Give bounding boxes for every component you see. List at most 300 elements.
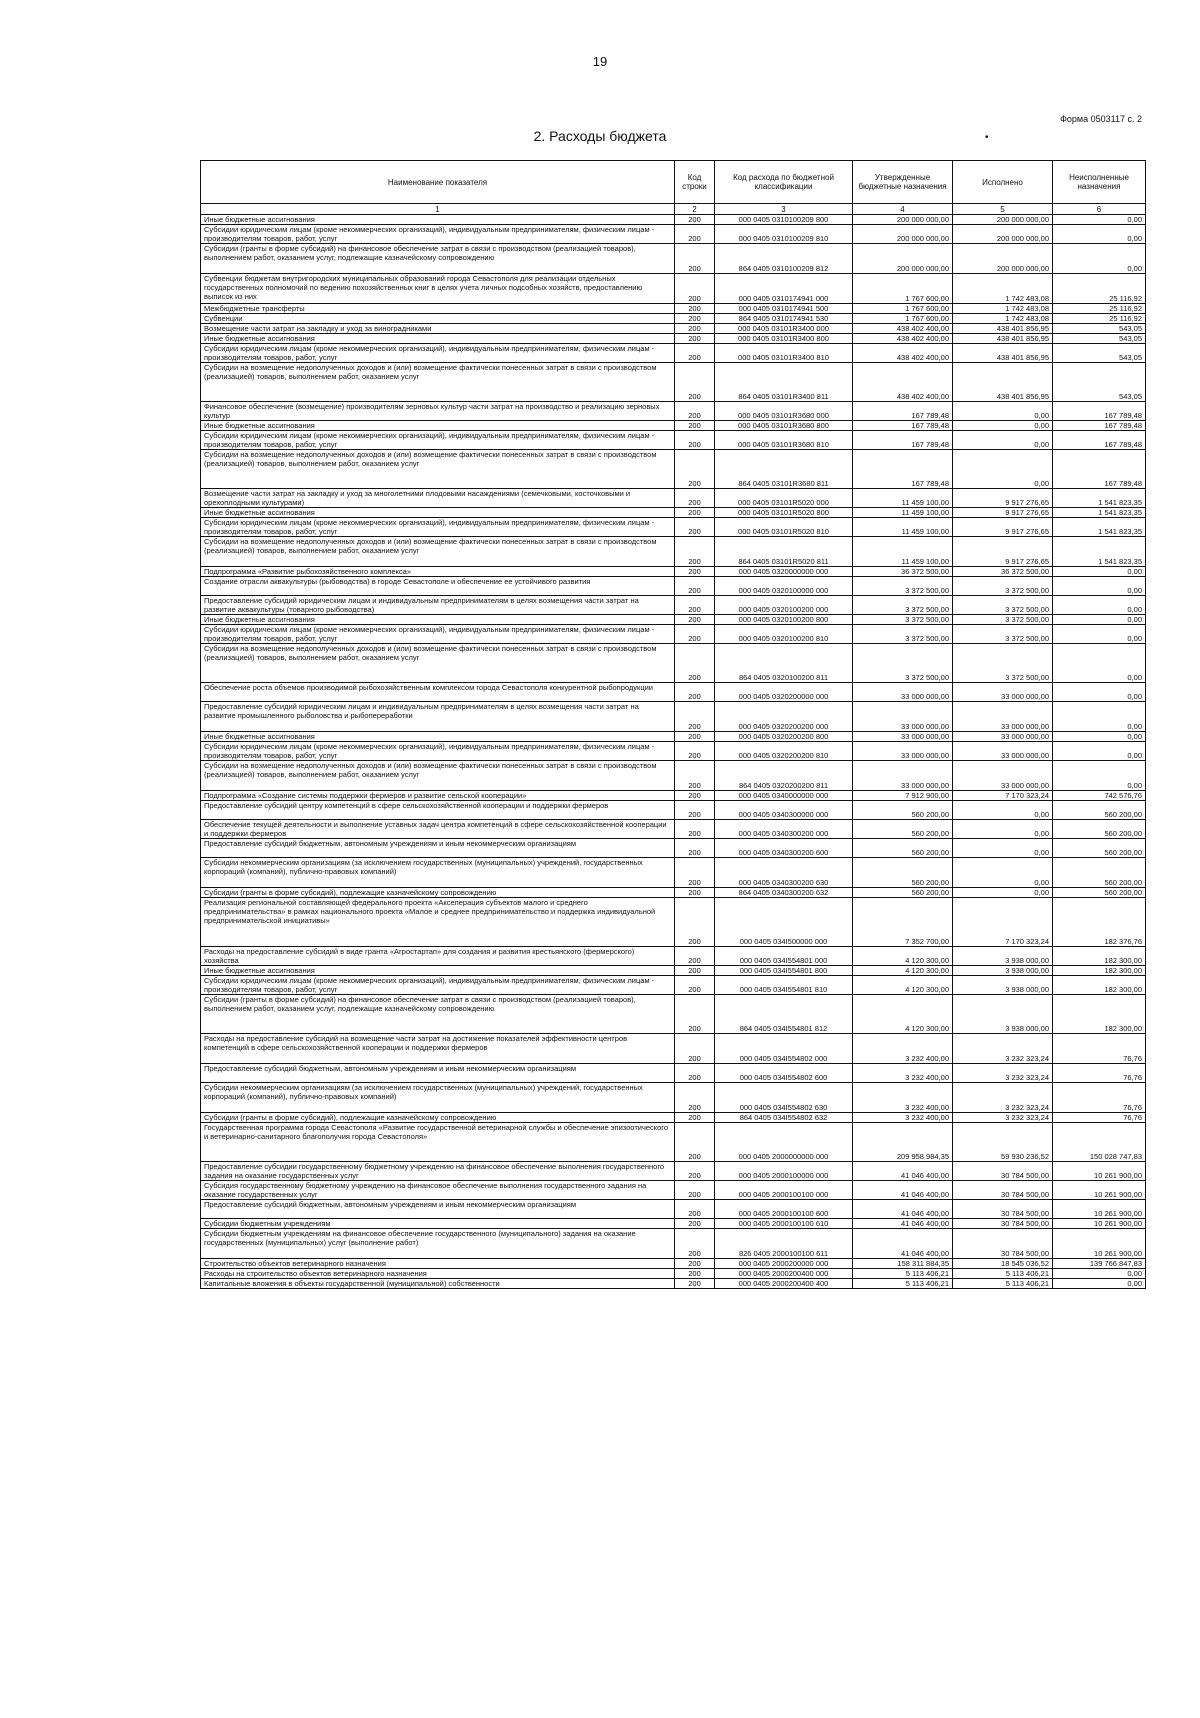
row-line-code: 200 — [675, 761, 715, 791]
row-name: Государственная программа города Севастополя «Развитие государственной ветеринарной службы и обеспечение эпизоотического и ветеринарно-санитарного благополучия города Севастополя» — [201, 1123, 675, 1162]
stray-mark: • — [985, 132, 989, 143]
row-line-code: 200 — [675, 489, 715, 508]
row-budget-code: 000 0405 0320100000 000 — [715, 577, 853, 596]
row-remaining: 25 116,92 — [1053, 274, 1146, 304]
row-remaining: 10 261 900,00 — [1053, 1162, 1146, 1181]
row-approved: 560 200,00 — [853, 801, 953, 820]
row-approved: 3 372 500,00 — [853, 596, 953, 615]
row-name: Субсидии юридическим лицам (кроме некоммерческих организаций), индивидуальным предпринимателям, физическим лицам - производителям товаров, работ, услуг — [201, 344, 675, 363]
row-executed: 200 000 000,00 — [953, 215, 1053, 225]
row-line-code: 200 — [675, 820, 715, 839]
row-name: Предоставление субсидий юридическим лицам и индивидуальным предпринимателям в целях возмещения части затрат на развитие аквакультуры (товарного рыбоводства) — [201, 596, 675, 615]
row-remaining: 560 200,00 — [1053, 839, 1146, 858]
row-remaining: 1 541 823,35 — [1053, 508, 1146, 518]
row-name: Субсидии на возмещение недополученных доходов и (или) возмещение фактически понесенных затрат в связи с производством (реализацией) товаров, выполнением работ, оказанием услуг — [201, 644, 675, 683]
row-name: Субсидии на возмещение недополученных доходов и (или) возмещение фактически понесенных затрат в связи с производством (реализацией) товаров, выполнением работ, оказанием услуг — [201, 450, 675, 489]
row-line-code: 200 — [675, 791, 715, 801]
table-row — [201, 732, 1146, 742]
row-name: Иные бюджетные ассигнования — [201, 508, 675, 518]
row-line-code: 200 — [675, 702, 715, 732]
table-row — [201, 344, 1146, 363]
row-budget-code: 000 0405 0340300200 600 — [715, 839, 853, 858]
table-row — [201, 304, 1146, 314]
column-number: 1 — [201, 204, 675, 215]
row-executed: 30 784 500,00 — [953, 1162, 1053, 1181]
table-row — [201, 274, 1146, 304]
row-name: Субсидии (гранты в форме субсидий), подлежащие казначейскому сопровождению — [201, 888, 675, 898]
row-budget-code: 864 0405 03101R5020 811 — [715, 537, 853, 567]
row-executed: 9 917 276,65 — [953, 489, 1053, 508]
row-executed: 1 742 483,08 — [953, 304, 1053, 314]
row-line-code: 200 — [675, 508, 715, 518]
row-budget-code: 000 0405 034I554801 810 — [715, 976, 853, 995]
row-name: Субсидии юридическим лицам (кроме некоммерческих организаций), индивидуальным предпринимателям, физическим лицам - производителям товаров, работ, услуг — [201, 976, 675, 995]
row-remaining: 543,05 — [1053, 324, 1146, 334]
row-remaining: 560 200,00 — [1053, 858, 1146, 888]
row-remaining: 10 261 900,00 — [1053, 1219, 1146, 1229]
row-approved: 200 000 000,00 — [853, 225, 953, 244]
row-line-code: 200 — [675, 518, 715, 537]
row-budget-code: 000 0405 2000100000 000 — [715, 1162, 853, 1181]
table-row — [201, 1034, 1146, 1064]
column-number: 5 — [953, 204, 1053, 215]
row-remaining: 1 541 823,35 — [1053, 537, 1146, 567]
table-row — [201, 702, 1146, 732]
row-approved: 33 000 000,00 — [853, 742, 953, 761]
row-line-code: 200 — [675, 596, 715, 615]
row-approved: 33 000 000,00 — [853, 761, 953, 791]
table-row — [201, 1219, 1146, 1229]
row-executed: 3 232 323,24 — [953, 1064, 1053, 1083]
row-budget-code: 000 0405 0310174941 500 — [715, 304, 853, 314]
row-line-code: 200 — [675, 577, 715, 596]
row-name: Иные бюджетные ассигнования — [201, 615, 675, 625]
row-line-code: 200 — [675, 947, 715, 966]
row-budget-code: 864 0405 0310100209 812 — [715, 244, 853, 274]
table-row — [201, 1064, 1146, 1083]
row-name: Обеспечение текущей деятельности и выполнение уставных задач центра компетенций в сфере сельскохозяйственной кооперации и поддержки фермеров — [201, 820, 675, 839]
row-name: Иные бюджетные ассигнования — [201, 334, 675, 344]
row-approved: 1 767 600,00 — [853, 274, 953, 304]
row-approved: 167 789,48 — [853, 450, 953, 489]
row-remaining: 0,00 — [1053, 625, 1146, 644]
row-line-code: 200 — [675, 742, 715, 761]
row-line-code: 200 — [675, 1181, 715, 1200]
row-remaining: 25 116,92 — [1053, 304, 1146, 314]
row-name: Расходы на строительство объектов ветеринарного назначения — [201, 1269, 675, 1279]
row-line-code: 200 — [675, 314, 715, 324]
row-approved: 4 120 300,00 — [853, 966, 953, 976]
column-number: 2 — [675, 204, 715, 215]
row-name: Предоставление субсидий бюджетным, автономным учреждениям и иным некоммерческим организациям — [201, 1064, 675, 1083]
row-approved: 41 046 400,00 — [853, 1200, 953, 1219]
row-budget-code: 000 0405 034I554802 000 — [715, 1034, 853, 1064]
row-executed: 3 938 000,00 — [953, 976, 1053, 995]
row-remaining: 0,00 — [1053, 742, 1146, 761]
table-row — [201, 1200, 1146, 1219]
table-row — [201, 791, 1146, 801]
row-remaining: 1 541 823,35 — [1053, 489, 1146, 508]
row-line-code: 200 — [675, 274, 715, 304]
row-approved: 11 459 100,00 — [853, 489, 953, 508]
row-approved: 5 113 406,21 — [853, 1269, 953, 1279]
table-body — [201, 215, 1146, 1289]
row-name: Субвенции бюджетам внутригородских муниципальных образований города Севастополя для реализации отдельных государственных полномочий по ведению похозяйственных книг в целях учета личных подсобных хозяйств, предоставлению выписок из них — [201, 274, 675, 304]
row-name: Предоставление субсидий бюджетным, автономным учреждениям и иным некоммерческим организациям — [201, 1200, 675, 1219]
row-line-code: 200 — [675, 683, 715, 702]
table-header-row — [201, 161, 1146, 204]
row-line-code: 200 — [675, 215, 715, 225]
row-budget-code: 000 0405 0340000000 000 — [715, 791, 853, 801]
row-line-code: 200 — [675, 858, 715, 888]
row-name: Предоставление субсидии государственному бюджетному учреждению на финансовое обеспечение выполнения государственного задания на оказание государственных услуг — [201, 1162, 675, 1181]
row-approved: 36 372 500,00 — [853, 567, 953, 577]
row-budget-code: 000 0405 034I554802 600 — [715, 1064, 853, 1083]
row-budget-code: 864 0405 034I554801 812 — [715, 995, 853, 1034]
row-remaining: 76,76 — [1053, 1083, 1146, 1113]
row-budget-code: 864 0405 0340300200 632 — [715, 888, 853, 898]
row-name: Предоставление субсидий юридическим лицам и индивидуальным предпринимателям в целях возмещения части затрат на развитие промышленного рыболовства и рыбопереработки — [201, 702, 675, 732]
row-executed: 3 372 500,00 — [953, 615, 1053, 625]
row-remaining: 25 116,92 — [1053, 314, 1146, 324]
row-executed: 0,00 — [953, 801, 1053, 820]
row-executed: 200 000 000,00 — [953, 225, 1053, 244]
row-executed: 3 372 500,00 — [953, 577, 1053, 596]
row-executed: 36 372 500,00 — [953, 567, 1053, 577]
row-remaining: 10 261 900,00 — [1053, 1200, 1146, 1219]
row-budget-code: 000 0405 03101R5020 000 — [715, 489, 853, 508]
row-name: Субсидии юридическим лицам (кроме некоммерческих организаций), индивидуальным предпринимателям, физическим лицам - производителям товаров, работ, услуг — [201, 742, 675, 761]
row-remaining: 76,76 — [1053, 1064, 1146, 1083]
row-name: Подпрограмма «Создание системы поддержки фермеров и развитие сельской кооперации» — [201, 791, 675, 801]
row-approved: 167 789,48 — [853, 402, 953, 421]
row-remaining: 0,00 — [1053, 567, 1146, 577]
row-approved: 33 000 000,00 — [853, 702, 953, 732]
row-budget-code: 864 0405 0320200200 811 — [715, 761, 853, 791]
row-executed: 0,00 — [953, 431, 1053, 450]
row-approved: 7 352 700,00 — [853, 898, 953, 947]
row-approved: 5 113 406,21 — [853, 1279, 953, 1289]
row-line-code: 200 — [675, 995, 715, 1034]
row-approved: 438 402 400,00 — [853, 363, 953, 402]
table-row — [201, 683, 1146, 702]
row-budget-code: 000 0405 0320000000 000 — [715, 567, 853, 577]
row-approved: 200 000 000,00 — [853, 244, 953, 274]
row-line-code: 200 — [675, 324, 715, 334]
row-name: Иные бюджетные ассигнования — [201, 215, 675, 225]
row-budget-code: 000 0405 0310174941 000 — [715, 274, 853, 304]
column-number: 3 — [715, 204, 853, 215]
row-executed: 3 938 000,00 — [953, 995, 1053, 1034]
table-row — [201, 947, 1146, 966]
row-executed: 59 930 236,52 — [953, 1123, 1053, 1162]
row-budget-code: 000 0405 2000200400 000 — [715, 1269, 853, 1279]
row-name: Обеспечение роста объемов производимой рыбохозяйственным комплексом города Севастополя конкурентной рыбопродукции — [201, 683, 675, 702]
table-row — [201, 1162, 1146, 1181]
table-row — [201, 324, 1146, 334]
table-row — [201, 363, 1146, 402]
row-name: Финансовое обеспечение (возмещение) производителям зерновых культур части затрат на производство и реализацию зерновых культур — [201, 402, 675, 421]
row-name: Субсидии юридическим лицам (кроме некоммерческих организаций), индивидуальным предпринимателям, физическим лицам - производителям товаров, работ, услуг — [201, 431, 675, 450]
row-executed: 7 170 323,24 — [953, 898, 1053, 947]
row-approved: 33 000 000,00 — [853, 683, 953, 702]
row-budget-code: 000 0405 0320100200 000 — [715, 596, 853, 615]
row-budget-code: 826 0405 2000100100 611 — [715, 1229, 853, 1259]
row-executed: 438 401 856,95 — [953, 334, 1053, 344]
row-line-code: 200 — [675, 1269, 715, 1279]
row-executed: 33 000 000,00 — [953, 702, 1053, 732]
row-approved: 560 200,00 — [853, 820, 953, 839]
row-line-code: 200 — [675, 615, 715, 625]
row-budget-code: 000 0405 03101R3400 800 — [715, 334, 853, 344]
row-budget-code: 000 0405 2000000000 000 — [715, 1123, 853, 1162]
row-executed: 5 113 406,21 — [953, 1279, 1053, 1289]
row-line-code: 200 — [675, 1229, 715, 1259]
row-budget-code: 000 0405 0320200000 000 — [715, 683, 853, 702]
row-name: Субсидии бюджетным учреждениям — [201, 1219, 675, 1229]
row-line-code: 200 — [675, 344, 715, 363]
row-line-code: 200 — [675, 1259, 715, 1269]
row-name: Реализация региональной составляющей федерального проекта «Акселерация субъектов малого и среднего предпринимательства» в рамках национального проекта «Малое и среднее предпринимательство и поддержка индивидуальной предпринимательской инициативы» — [201, 898, 675, 947]
table-row — [201, 898, 1146, 947]
row-name: Возмещение части затрат на закладку и уход за многолетними плодовыми насаждениями (семечковыми, косточковыми и орехоплодными культурами) — [201, 489, 675, 508]
table-row — [201, 1113, 1146, 1123]
row-budget-code: 000 0405 2000100100 600 — [715, 1200, 853, 1219]
row-line-code: 200 — [675, 1279, 715, 1289]
row-remaining: 182 300,00 — [1053, 947, 1146, 966]
row-remaining: 0,00 — [1053, 683, 1146, 702]
row-executed: 1 742 483,08 — [953, 274, 1053, 304]
row-approved: 33 000 000,00 — [853, 732, 953, 742]
row-budget-code: 000 0405 0320100200 810 — [715, 625, 853, 644]
row-name: Создание отрасли аквакультуры (рыбоводства) в городе Севастополе и обеспечение ее устойчивого развития — [201, 577, 675, 596]
row-line-code: 200 — [675, 450, 715, 489]
row-approved: 11 459 100,00 — [853, 508, 953, 518]
row-executed: 7 170 323,24 — [953, 791, 1053, 801]
row-approved: 3 372 500,00 — [853, 615, 953, 625]
row-remaining: 0,00 — [1053, 644, 1146, 683]
table-row — [201, 508, 1146, 518]
table-row — [201, 625, 1146, 644]
row-budget-code: 000 0405 0320200200 800 — [715, 732, 853, 742]
table-row — [201, 839, 1146, 858]
row-executed: 3 372 500,00 — [953, 625, 1053, 644]
row-approved: 11 459 100,00 — [853, 518, 953, 537]
row-budget-code: 864 0405 03101R3400 811 — [715, 363, 853, 402]
row-remaining: 560 200,00 — [1053, 888, 1146, 898]
row-remaining: 0,00 — [1053, 732, 1146, 742]
row-line-code: 200 — [675, 801, 715, 820]
row-name: Субсидии (гранты в форме субсидий) на финансовое обеспечение затрат в связи с производством (реализацией товаров), выполнением работ, оказанием услуг, подлежащие казначейскому сопровождению — [201, 244, 675, 274]
form-code: Форма 0503117 с. 2 — [1060, 114, 1142, 124]
row-remaining: 0,00 — [1053, 577, 1146, 596]
row-name: Межбюджетные трансферты — [201, 304, 675, 314]
row-approved: 41 046 400,00 — [853, 1162, 953, 1181]
row-budget-code: 000 0405 03101R5020 810 — [715, 518, 853, 537]
row-budget-code: 000 0405 0320200200 810 — [715, 742, 853, 761]
row-executed: 3 938 000,00 — [953, 947, 1053, 966]
row-executed: 3 938 000,00 — [953, 966, 1053, 976]
row-remaining: 182 300,00 — [1053, 966, 1146, 976]
row-executed: 3 232 323,24 — [953, 1034, 1053, 1064]
row-executed: 0,00 — [953, 421, 1053, 431]
row-remaining: 0,00 — [1053, 702, 1146, 732]
table-row — [201, 820, 1146, 839]
row-remaining: 167 789,48 — [1053, 402, 1146, 421]
row-executed: 0,00 — [953, 402, 1053, 421]
table-row — [201, 761, 1146, 791]
row-budget-code: 000 0405 03101R3680 810 — [715, 431, 853, 450]
row-name: Субсидии (гранты в форме субсидий) на финансовое обеспечение затрат в связи с производством (реализацией товаров), выполнением работ, оказанием услуг, подлежащие казначейскому сопровождению — [201, 995, 675, 1034]
row-line-code: 200 — [675, 421, 715, 431]
row-budget-code: 000 0405 0310100209 800 — [715, 215, 853, 225]
row-approved: 560 200,00 — [853, 839, 953, 858]
row-remaining: 0,00 — [1053, 596, 1146, 615]
row-budget-code: 000 0405 0340300000 000 — [715, 801, 853, 820]
table-row — [201, 644, 1146, 683]
row-remaining: 0,00 — [1053, 761, 1146, 791]
table-row — [201, 1123, 1146, 1162]
row-approved: 7 912 900,00 — [853, 791, 953, 801]
row-name: Субсидии юридическим лицам (кроме некоммерческих организаций), индивидуальным предпринимателям, физическим лицам - производителям товаров, работ, услуг — [201, 625, 675, 644]
table-row — [201, 1259, 1146, 1269]
row-line-code: 200 — [675, 402, 715, 421]
row-executed: 1 742 483,08 — [953, 314, 1053, 324]
row-executed: 438 401 856,95 — [953, 344, 1053, 363]
row-name: Капитальные вложения в объекты государственной (муниципальной) собственности — [201, 1279, 675, 1289]
header-approved: Утвержденные бюджетные назначения — [853, 161, 953, 204]
row-executed: 438 401 856,95 — [953, 363, 1053, 402]
header-name: Наименование показателя — [201, 161, 675, 204]
row-name: Предоставление субсидий бюджетным, автономным учреждениям и иным некоммерческим организациям — [201, 839, 675, 858]
row-approved: 438 402 400,00 — [853, 334, 953, 344]
row-approved: 3 232 400,00 — [853, 1083, 953, 1113]
row-name: Субсидии на возмещение недополученных доходов и (или) возмещение фактически понесенных затрат в связи с производством (реализацией) товаров, выполнением работ, оказанием услуг — [201, 363, 675, 402]
row-remaining: 0,00 — [1053, 215, 1146, 225]
row-name: Иные бюджетные ассигнования — [201, 421, 675, 431]
header-line-code: Код строки — [675, 161, 715, 204]
row-remaining: 139 766 847,83 — [1053, 1259, 1146, 1269]
row-approved: 3 372 500,00 — [853, 577, 953, 596]
row-approved: 167 789,48 — [853, 431, 953, 450]
row-line-code: 200 — [675, 976, 715, 995]
row-name: Подпрограмма «Развитие рыбохозяйственного комплекса» — [201, 567, 675, 577]
row-executed: 33 000 000,00 — [953, 683, 1053, 702]
table-row — [201, 314, 1146, 324]
expenses-table — [200, 160, 1146, 1289]
row-approved: 3 232 400,00 — [853, 1034, 953, 1064]
row-executed: 33 000 000,00 — [953, 761, 1053, 791]
row-line-code: 200 — [675, 644, 715, 683]
row-budget-code: 000 0405 0340300200 000 — [715, 820, 853, 839]
row-remaining: 543,05 — [1053, 344, 1146, 363]
table-row — [201, 1269, 1146, 1279]
row-line-code: 200 — [675, 537, 715, 567]
row-name: Иные бюджетные ассигнования — [201, 732, 675, 742]
row-line-code: 200 — [675, 244, 715, 274]
table-row — [201, 976, 1146, 995]
row-remaining: 560 200,00 — [1053, 820, 1146, 839]
row-budget-code: 000 0405 2000200400 400 — [715, 1279, 853, 1289]
row-name: Субсидии на возмещение недополученных доходов и (или) возмещение фактически понесенных затрат в связи с производством (реализацией) товаров, выполнением работ, оказанием услуг — [201, 761, 675, 791]
row-approved: 41 046 400,00 — [853, 1229, 953, 1259]
row-approved: 3 232 400,00 — [853, 1113, 953, 1123]
row-remaining: 0,00 — [1053, 225, 1146, 244]
row-line-code: 200 — [675, 225, 715, 244]
row-executed: 0,00 — [953, 858, 1053, 888]
row-budget-code: 000 0405 0310100209 810 — [715, 225, 853, 244]
table-row — [201, 615, 1146, 625]
row-executed: 9 917 276,65 — [953, 518, 1053, 537]
row-budget-code: 864 0405 03101R3680 811 — [715, 450, 853, 489]
document-title: 2. Расходы бюджета — [533, 128, 667, 144]
row-remaining: 150 028 747,83 — [1053, 1123, 1146, 1162]
row-executed: 3 372 500,00 — [953, 596, 1053, 615]
column-number: 6 — [1053, 204, 1146, 215]
row-name: Субсидии юридическим лицам (кроме некоммерческих организаций), индивидуальным предпринимателям, физическим лицам - производителям товаров, работ, услуг — [201, 225, 675, 244]
column-number: 4 — [853, 204, 953, 215]
row-name: Субсидии некоммерческим организациям (за исключением государственных (муниципальных) учреждений, государственных корпораций (компаний), публично-правовых компаний) — [201, 1083, 675, 1113]
row-approved: 11 459 100,00 — [853, 537, 953, 567]
row-remaining: 0,00 — [1053, 1269, 1146, 1279]
row-executed: 30 784 500,00 — [953, 1181, 1053, 1200]
row-approved: 3 372 500,00 — [853, 625, 953, 644]
row-line-code: 200 — [675, 625, 715, 644]
page-number: 19 — [592, 54, 608, 69]
row-executed: 5 113 406,21 — [953, 1269, 1053, 1279]
table-row — [201, 1083, 1146, 1113]
row-budget-code: 000 0405 034I554802 630 — [715, 1083, 853, 1113]
row-executed: 0,00 — [953, 820, 1053, 839]
row-line-code: 200 — [675, 363, 715, 402]
row-approved: 3 372 500,00 — [853, 644, 953, 683]
row-executed: 0,00 — [953, 450, 1053, 489]
table-row — [201, 858, 1146, 888]
row-budget-code: 000 0405 03101R3400 000 — [715, 324, 853, 334]
row-budget-code: 000 0405 2000200000 000 — [715, 1259, 853, 1269]
row-remaining: 1 541 823,35 — [1053, 518, 1146, 537]
row-remaining: 543,05 — [1053, 363, 1146, 402]
row-budget-code: 000 0405 0320100200 800 — [715, 615, 853, 625]
row-executed: 200 000 000,00 — [953, 244, 1053, 274]
row-name: Строительство объектов ветеринарного назначения — [201, 1259, 675, 1269]
row-remaining: 76,76 — [1053, 1034, 1146, 1064]
row-line-code: 200 — [675, 898, 715, 947]
table-row — [201, 431, 1146, 450]
table-row — [201, 421, 1146, 431]
row-approved: 560 200,00 — [853, 888, 953, 898]
row-line-code: 200 — [675, 839, 715, 858]
row-remaining: 0,00 — [1053, 615, 1146, 625]
row-approved: 1 767 600,00 — [853, 304, 953, 314]
row-budget-code: 864 0405 034I554802 632 — [715, 1113, 853, 1123]
row-line-code: 200 — [675, 966, 715, 976]
row-line-code: 200 — [675, 334, 715, 344]
row-line-code: 200 — [675, 1162, 715, 1181]
row-line-code: 200 — [675, 732, 715, 742]
table-row — [201, 995, 1146, 1034]
row-budget-code: 000 0405 03101R3400 810 — [715, 344, 853, 363]
row-approved: 209 958 984,35 — [853, 1123, 953, 1162]
row-remaining: 742 576,76 — [1053, 791, 1146, 801]
row-line-code: 200 — [675, 1034, 715, 1064]
row-approved: 4 120 300,00 — [853, 976, 953, 995]
table-row — [201, 334, 1146, 344]
row-line-code: 200 — [675, 1113, 715, 1123]
row-executed: 30 784 500,00 — [953, 1219, 1053, 1229]
row-line-code: 200 — [675, 1123, 715, 1162]
row-name: Расходы на предоставление субсидий в виде гранта «Агростартап» для создания и развития крестьянского (фермерского) хозяйства — [201, 947, 675, 966]
